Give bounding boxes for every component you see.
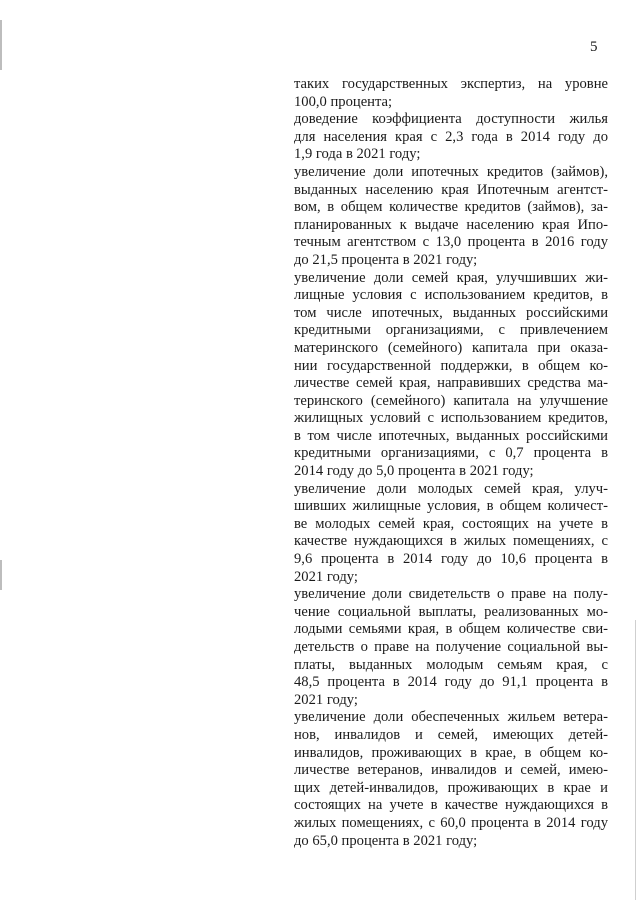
text-line: личестве семей края, направивших средства ма- [294, 375, 608, 392]
text-line: детельств о праве на получение социальной вы- [294, 639, 608, 655]
text-line: том числе ипотечных, выданных российскими [294, 304, 608, 321]
scan-edge-mark-bottom [0, 560, 2, 590]
text-line: нов, инвалидов и семей, имеющих детей- [294, 726, 608, 743]
text-line: кредитными организациями, с 0,7 процента в [294, 445, 608, 462]
scan-edge-mark-right [635, 620, 636, 900]
text-line: инвалидов, проживающих в крае, в общем ко- [294, 744, 608, 761]
text-line: лодыми семьями края, в общем количестве сви- [294, 621, 608, 638]
text-line: лищные условия с использованием кредитов, в [294, 287, 608, 304]
text-line: увеличение доли свидетельств о праве на полу- [294, 586, 608, 603]
text-line: кредитными организациями, с привлечением [294, 322, 608, 339]
text-line: 48,5 процента в 2014 году до 91,1 процента в [294, 674, 608, 691]
text-line: вом, в общем количестве кредитов (займов), за- [294, 199, 608, 216]
text-line: увеличение доли ипотечных кредитов (займов), [294, 163, 608, 180]
text-line: увеличение доли обеспеченных жильем ветера- [294, 709, 608, 726]
text-line: течным агентством с 13,0 процента в 2016 году [294, 234, 608, 251]
scan-edge-mark-top [0, 20, 2, 70]
text-line: до 21,5 процента в 2021 году; [294, 251, 478, 268]
text-line: качестве нуждающихся в жилых помещениях, с [294, 533, 608, 550]
text-line: 1,9 года в 2021 году; [294, 146, 421, 163]
text-line: 9,6 процента в 2014 году до 10,6 процента в [294, 551, 608, 568]
text-line: 2021 году; [294, 691, 358, 708]
text-line: личестве ветеранов, инвалидов и семей, имею- [294, 762, 608, 779]
text-line: платы, выданных молодым семьям края, с [294, 656, 608, 673]
paragraph [294, 76, 608, 111]
text-line: нии государственной поддержки, в общем ко- [294, 357, 608, 374]
text-line: до 65,0 процента в 2021 году; [294, 832, 478, 849]
text-line: 2021 году; [294, 568, 358, 585]
text-line: состоящих на учете в качестве нуждающихся в [294, 797, 608, 814]
text-line: таких государственных экспертиз, на уровне [294, 76, 608, 92]
text-line: в том числе ипотечных, выданных российскими [294, 427, 608, 444]
text-line: выданных населению края Ипотечным агентст- [294, 181, 608, 198]
text-line: увеличение доли молодых семей края, улуч- [294, 480, 608, 497]
text-line: для населения края с 2,3 года в 2014 году до [294, 128, 608, 145]
page-number: 5 [590, 39, 598, 55]
document-body [294, 76, 608, 850]
paragraph [294, 111, 608, 164]
paragraph [294, 586, 608, 709]
text-line: щих детей-инвалидов, проживающих в крае и [294, 779, 608, 796]
text-line: материнского (семейного) капитала при оказа- [294, 339, 608, 356]
text-line: доведение коэффициента доступности жилья [294, 111, 608, 128]
text-line: жилищных условий с использованием кредитов, [294, 410, 608, 427]
paragraph [294, 481, 608, 587]
text-line: ве молодых семей края, состоящих на учете в [294, 515, 608, 532]
text-line: планированных к выдаче населению края Ипо- [294, 216, 608, 233]
text-line: теринского (семейного) капитала на улучшение [294, 392, 608, 409]
text-line: шивших жилищные условия, в общем количест- [294, 498, 608, 515]
text-line: 100,0 процента; [294, 93, 393, 110]
paragraph [294, 709, 608, 850]
text-line: увеличение доли семей края, улучшивших жи- [294, 269, 608, 286]
paragraph [294, 270, 608, 481]
text-line: жилых помещениях, с 60,0 процента в 2014 году [294, 814, 608, 831]
paragraph [294, 164, 608, 270]
text-line: чение социальной выплаты, реализованных мо- [294, 603, 608, 620]
text-line: 2014 году до 5,0 процента в 2021 году; [294, 463, 534, 480]
